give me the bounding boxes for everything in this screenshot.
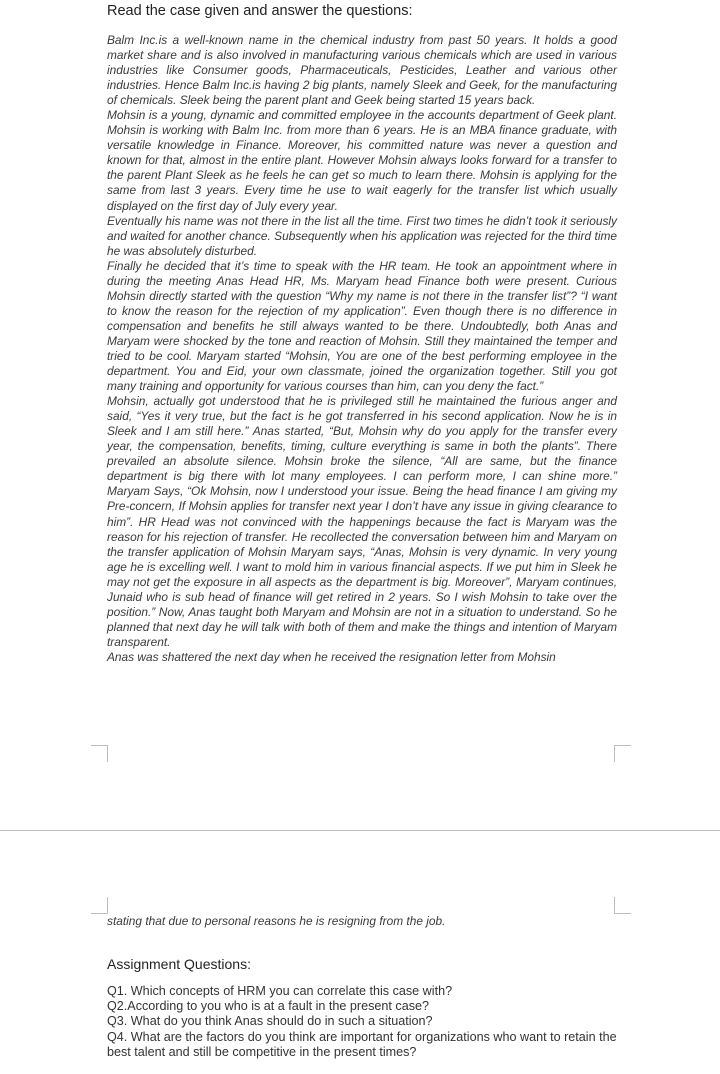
crop-mark-top-right <box>614 745 631 762</box>
crop-mark-top-left <box>91 745 108 762</box>
case-paragraph: Finally he decided that it’s time to speak with the HR team. He took an appointment where in during the meeting Anas Head HR, Ms. Maryam head Finance both were present. Curious Mohsin directly started with the question “Why my name is not there in the transfer list”? “I want to know the reason for the rejection of my application”. Even though there is no difference in compensation and benefits he still always wanted to be there. Undoubtedly, both Anas and Maryam were shocked by the tone and reaction of Mohsin. Still they maintained the temper and tried to be cool. Maryam started “Mohsin, You are one of the best performing employee in the department. You and Eid, your own classmate, joined the organization together. Still you got many training and opportunity for various courses than him, can you deny the fact.” <box>107 258 617 394</box>
question-item: Q4. What are the factors do you think are important for organizations who want to retain the best talent and still be competitive in the present times? <box>107 1029 617 1059</box>
case-paragraph: Balm Inc.is a well-known name in the chemical industry from past 50 years. It holds a good market share and is also involved in manufacturing various chemicals which are used in various industries like Consumer goods, Pharmaceuticals, Pesticides, Leather and various other industries. Hence Balm Inc.is having 2 big plants, namely Sleek and Geek, for the manufacturing of chemicals. Sleek being the parent plant and Geek being started 15 years back. <box>107 33 617 108</box>
case-continued-text: stating that due to personal reasons he is resigning from the job. <box>107 914 446 928</box>
case-study-text <box>107 33 617 665</box>
case-paragraph: Eventually his name was not there in the list all the time. First two times he didn’t took it seriously and waited for another chance. Subsequently when his application was rejected for the third time he was absolutely disturbed. <box>107 213 617 258</box>
page-heading: Read the case given and answer the questions: <box>107 3 413 19</box>
question-item: Q3. What do you think Anas should do in such a situation? <box>107 1014 433 1029</box>
question-item: Q2.According to you who is at a fault in the present case? <box>107 999 430 1014</box>
case-paragraph: Mohsin is a young, dynamic and committed employee in the accounts department of Geek plant. Mohsin is working with Balm Inc. from more than 6 years. He is an MBA finance graduate, with versatile knowledge in Finance. Moreover, his committed nature was never a question and known for that, almost in the entire plant. However Mohsin always looks forward for a transfer to the parent Plant Sleek as he feels he can get so much to learn there. Mohsin is applying for the same from last 3 years. Every time he use to wait eagerly for the transfer list which usually displayed on the first day of July every year. <box>107 108 617 213</box>
case-paragraph: Anas was shattered the next day when he received the resignation letter from Mohsin <box>107 649 556 664</box>
case-paragraph: Mohsin, actually got understood that he is privileged still he maintained the furious anger and said, “Yes it very true, but the fact is he got transferred in his second application. Now he is in Sleek and I am still here.” Anas started, “But, Mohsin why do you apply for the transfer every year, the compensation, benefits, timing, culture everything is same in both the plants”. There prevailed an absolute silence. Mohsin broke the silence, “All are same, but the finance department is big there with lot many employees. I can perform more, I can shine more.” Maryam Says, “Ok Mohsin, now I understood your issue. Being the head finance I am giving my Pre-concern, If Mohsin applies for transfer next year I don’t have any issue in giving clearance to him”. HR Head was not convinced with the happenings because the fact is Maryam was the reason for his rejection of transfer. He recollected the conversation between him and Maryam on the transfer application of Mohsin Maryam says, “Anas, Mohsin is very dynamic. In very young age he is excelling well. I want to mold him in various financial aspects. If we put him in Sleek he may not get the exposure in all aspects as the department is big. Moreover”, Maryam continues, Junaid who is sub head of finance will get retired in 2 years. So I wish Mohsin to take over the position.” Now, Anas taught both Maryam and Mohsin are not in a situation to understand. So he planned that next day he will talk with both of them and make the things and intention of Maryam transparent. <box>107 394 617 649</box>
question-list <box>107 984 617 1060</box>
crop-mark-bottom-right <box>614 897 631 914</box>
question-item: Q1. Which concepts of HRM you can correlate this case with? <box>107 984 453 998</box>
crop-mark-bottom-left <box>91 897 108 914</box>
page-separator <box>0 830 720 831</box>
assignment-title: Assignment Questions: <box>107 956 251 972</box>
